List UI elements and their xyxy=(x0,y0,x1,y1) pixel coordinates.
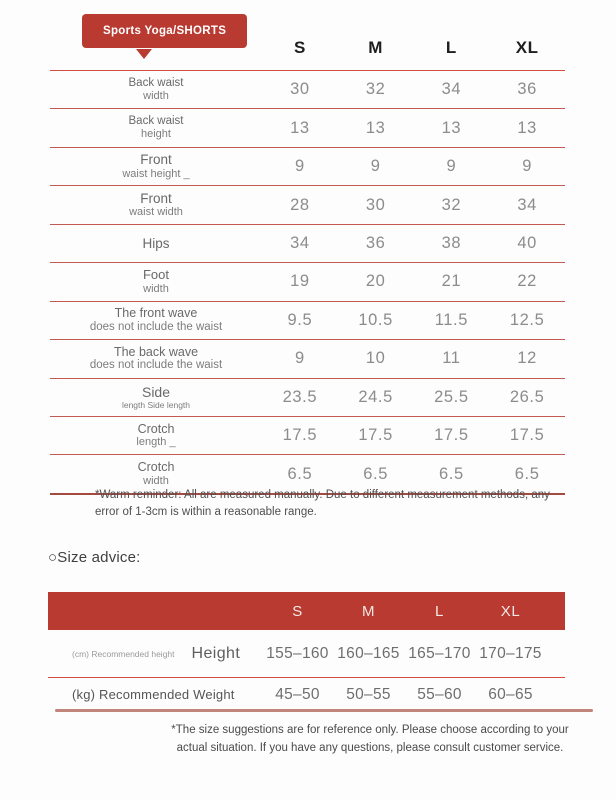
measurement-value: 17.5 xyxy=(358,426,393,445)
measurement-value: 17.5 xyxy=(282,426,318,445)
table-row xyxy=(50,148,565,186)
measurement-value: 6.5 xyxy=(514,464,540,483)
row-label-main: Crotch xyxy=(137,460,175,475)
row-label xyxy=(50,77,262,103)
advice-value: 165–170 xyxy=(408,644,471,662)
measurement-value: 26.5 xyxy=(509,387,545,406)
table-row xyxy=(50,263,565,301)
measurement-value: 9 xyxy=(446,157,457,176)
measurement-value: 9 xyxy=(522,157,533,176)
table-row xyxy=(50,186,565,224)
measurement-value: 21 xyxy=(441,272,462,291)
measurement-value: 6.5 xyxy=(363,464,388,483)
measurement-value: 36 xyxy=(365,233,386,252)
row-label-sub: waist width xyxy=(129,206,183,219)
row-label-sub: waist height _ xyxy=(122,167,190,180)
table-row xyxy=(50,340,565,378)
advice-value: 155–160 xyxy=(266,644,329,662)
size-column-header: M xyxy=(368,38,383,57)
measurement-value: 40 xyxy=(517,233,537,252)
size-advice-heading: ○Size advice: xyxy=(48,549,141,566)
row-label-main: Front xyxy=(140,190,172,206)
table-row xyxy=(48,678,565,711)
row-label-sub: length _ xyxy=(136,436,176,449)
table-row xyxy=(50,302,565,340)
measurement-value: 20 xyxy=(365,272,386,291)
measurement-value: 23.5 xyxy=(282,387,318,406)
row-label-main: Height xyxy=(191,644,241,662)
row-label-main: Hips xyxy=(142,235,170,251)
row-label xyxy=(50,236,262,252)
measurement-value: 10 xyxy=(365,349,386,368)
row-label xyxy=(50,384,262,410)
row-label-sub: length Side length xyxy=(121,400,191,411)
measurement-table xyxy=(50,26,565,495)
measurement-value: 19 xyxy=(290,272,310,291)
measurement-value: 36 xyxy=(517,80,537,99)
row-label-sub: does not include the waist xyxy=(89,320,223,333)
row-label xyxy=(48,687,262,702)
row-label-sub: width xyxy=(143,89,169,102)
measurement-value: 13 xyxy=(365,118,386,137)
measurement-value: 34 xyxy=(517,195,537,214)
row-label-main: Back waist xyxy=(128,114,184,127)
advice-value: 45–50 xyxy=(275,685,320,703)
measurement-value: 12 xyxy=(517,349,537,368)
row-label-unit: (cm) Recommended height xyxy=(72,648,175,659)
measurement-value: 34 xyxy=(290,233,310,252)
size-column-header: L xyxy=(435,602,444,620)
measurement-value: 9 xyxy=(370,157,381,176)
row-label-sub: does not include the waist xyxy=(89,359,223,372)
measurement-value: 9 xyxy=(294,349,305,368)
row-label-sub: width xyxy=(143,282,169,295)
table-row xyxy=(50,71,565,109)
measurement-value: 34 xyxy=(441,80,462,99)
bottom-divider xyxy=(55,709,593,712)
measurement-value: 13 xyxy=(441,118,462,137)
measurement-value: 30 xyxy=(365,195,386,214)
measurement-value: 24.5 xyxy=(358,387,393,406)
advice-value: 50–55 xyxy=(346,685,391,703)
measurement-value: 12.5 xyxy=(509,310,545,329)
size-suggestion-note: *The size suggestions are for reference only. Please choose according to your actual situation. If you have any questions, please consult customer service. xyxy=(171,724,569,754)
advice-value: 170–175 xyxy=(479,644,542,662)
measurement-table-body xyxy=(50,71,565,495)
measurement-value: 13 xyxy=(517,118,537,137)
measurement-value: 9 xyxy=(294,157,305,176)
measurement-value: 32 xyxy=(365,80,386,99)
measurement-value: 25.5 xyxy=(434,387,469,406)
row-label-main: Foot xyxy=(142,266,169,282)
row-label-main: The back wave xyxy=(113,344,199,359)
table-row xyxy=(50,379,565,417)
advice-value: 55–60 xyxy=(417,685,462,703)
row-label xyxy=(48,645,262,663)
size-column-header: XL xyxy=(515,38,539,57)
warm-reminder-note: *Warm reminder: All are measured manually. Due to different measurement methods, any error of 1-3cm is within a reasonable range. xyxy=(95,489,550,519)
size-column-header: XL xyxy=(500,602,521,620)
advice-value: 160–165 xyxy=(337,644,400,662)
row-label-sub: width xyxy=(143,474,169,487)
table-row xyxy=(50,417,565,455)
table-row xyxy=(50,225,565,263)
product-badge-label: Sports Yoga/SHORTS xyxy=(103,25,227,37)
row-label xyxy=(50,191,262,220)
row-label xyxy=(50,460,262,488)
table-row xyxy=(50,109,565,147)
size-column-header: M xyxy=(361,602,376,620)
measurement-value: 9.5 xyxy=(287,310,313,329)
measurement-value: 17.5 xyxy=(434,426,469,445)
measurement-value: 11.5 xyxy=(434,310,469,329)
size-column-header: L xyxy=(445,38,457,57)
size-advice-body xyxy=(48,630,565,711)
row-label-main: (kg) Recommended Weight xyxy=(72,687,235,702)
row-label xyxy=(50,345,262,373)
measurement-value: 28 xyxy=(290,195,310,214)
row-label-main: Crotch xyxy=(137,421,175,436)
size-column-header: S xyxy=(292,602,303,620)
row-label-sub: height xyxy=(141,128,171,141)
table-row xyxy=(48,630,565,678)
measurement-value: 17.5 xyxy=(509,426,545,445)
row-label xyxy=(50,152,262,181)
size-advice-header xyxy=(48,592,565,630)
row-label-main: Back waist xyxy=(128,76,184,89)
size-advice-table xyxy=(48,592,565,711)
advice-value: 60–65 xyxy=(488,685,533,703)
row-label xyxy=(50,306,262,334)
measurement-value: 22 xyxy=(517,272,537,291)
row-label-main: The front wave xyxy=(114,306,198,321)
measurement-value: 32 xyxy=(441,195,462,214)
row-label-main: Front xyxy=(140,152,172,168)
measurement-table-header xyxy=(50,26,565,71)
measurement-value: 38 xyxy=(441,233,462,252)
measurement-value: 13 xyxy=(290,118,310,137)
measurement-value: 10.5 xyxy=(358,310,393,329)
row-label xyxy=(50,268,262,296)
row-label-main: Side xyxy=(141,384,171,401)
row-label xyxy=(50,115,262,141)
measurement-value: 30 xyxy=(290,80,310,99)
measurement-value: 11 xyxy=(442,349,461,368)
size-column-header: S xyxy=(293,38,306,57)
measurement-value: 6.5 xyxy=(287,464,313,483)
row-label xyxy=(50,422,262,450)
measurement-value: 6.5 xyxy=(439,464,464,483)
